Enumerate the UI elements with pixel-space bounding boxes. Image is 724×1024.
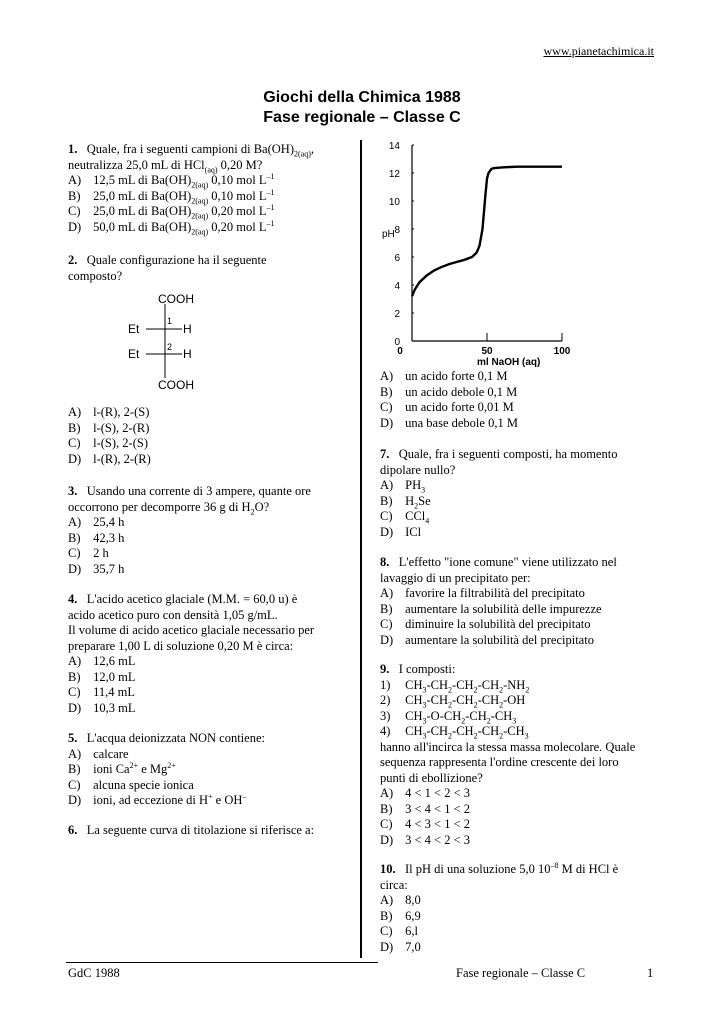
question-number: 6. xyxy=(68,823,78,837)
option-a[interactable]: A) 12,6 mL xyxy=(68,654,136,668)
column-divider xyxy=(360,140,362,958)
compound-2: 2) $CH_3-CH_2-CH_2-CH_2-OH$ xyxy=(380,693,526,710)
option-d[interactable]: D) 3 < 4 < 2 < 3 xyxy=(380,832,471,847)
question-4 xyxy=(68,592,353,716)
page-subtitle: Fase regionale – Classe C xyxy=(263,109,461,126)
question-text: Il volume di acido acetico glaciale necessario per xyxy=(68,623,315,637)
option-a[interactable]: A) l-(R), 2-(S) xyxy=(68,405,150,419)
y-tick-label: 0 xyxy=(394,337,400,348)
option-b[interactable]: B) 12,0 mL xyxy=(68,669,136,684)
question-text: acido acetico puro con densità 1,05 g/mL. xyxy=(68,607,278,622)
question-text: I composti: xyxy=(398,662,456,676)
question-1 xyxy=(68,142,353,235)
question-text: punti di ebollizione? xyxy=(380,770,483,785)
question-2-options xyxy=(68,405,353,467)
compound-3: 3) $CH_3-O-CH_2-CH_2-CH_3$ xyxy=(380,708,517,725)
option-c[interactable]: C) un acido forte 0,01 M xyxy=(380,400,514,414)
x-tick-label: 50 xyxy=(481,346,493,357)
y-tick-label: 4 xyxy=(394,281,400,292)
subscript: 2(aq) xyxy=(293,149,311,159)
question-text: L'effetto "ione comune" viene utilizzato nel xyxy=(398,555,617,569)
option-c[interactable]: C) CCl$_4$ xyxy=(380,509,430,526)
question-text: Quale, fra i seguenti composti, ha momento xyxy=(398,447,618,461)
option-b[interactable]: B) 25,0 mL di $Ba(OH)_{2(aq)}$ 0,10 mol $L^{-1}$ xyxy=(68,187,275,205)
option-c[interactable]: C) l-(S), 2-(S) xyxy=(68,436,148,450)
x-tick-label: 100 xyxy=(553,346,571,357)
question-6 xyxy=(68,823,353,839)
question-text: O? xyxy=(254,499,270,514)
top-group: COOH xyxy=(158,292,194,306)
question-text: M di HCl è xyxy=(558,862,619,876)
question-text: L'acqua deionizzata NON contiene: xyxy=(86,731,265,745)
y-tick-label: 8 xyxy=(394,225,400,236)
option-c[interactable]: C) alcuna specie ionica xyxy=(68,777,194,792)
question-text: preparare 1,00 L di soluzione 0,20 M è circa: xyxy=(68,638,294,653)
option-a[interactable]: A) $PH_3$ xyxy=(380,478,426,495)
option-a[interactable]: A) calcare xyxy=(68,746,129,761)
question-number: 7. xyxy=(380,447,390,461)
option-d[interactable]: D) aumentare la solubilità del precipitato xyxy=(380,632,594,647)
option-b[interactable]: B) aumentare la solubilità delle impurezze xyxy=(380,601,602,616)
page-number: 1 xyxy=(647,966,654,980)
option-d[interactable]: D) 35,7 h xyxy=(68,561,125,576)
left-group-1: Et xyxy=(128,322,140,336)
right-group-1: H xyxy=(183,322,192,336)
option-c[interactable]: C) 4 < 3 < 1 < 2 xyxy=(380,817,471,831)
subscript: (aq) xyxy=(204,165,218,174)
footer-left: GdC 1988 xyxy=(68,966,120,980)
question-text: , xyxy=(310,142,314,156)
carbon-2-label: 2 xyxy=(167,342,173,352)
option-a[interactable]: A) favorire la filtrabilità del precipitato xyxy=(380,586,585,600)
option-c[interactable]: C) 11,4 mL xyxy=(68,685,136,699)
option-d[interactable]: D) 10,3 mL xyxy=(68,700,136,715)
source-link[interactable]: www.pianetachimica.it xyxy=(543,44,654,58)
question-text: Quale, fra i seguenti campioni di Ba(OH) xyxy=(86,142,294,156)
question-6-options xyxy=(380,369,670,431)
right-group-2: H xyxy=(183,347,192,361)
option-c[interactable]: C) 25,0 mL di $Ba(OH)_{2(aq)}$ 0,20 mol $L^{-1}$ xyxy=(68,202,275,221)
question-text: dipolare nullo? xyxy=(380,462,456,477)
question-text: sequenza rappresenta l'ordine crescente dei loro xyxy=(380,755,619,769)
left-column xyxy=(68,142,353,235)
left-group-2: Et xyxy=(128,347,140,361)
option-c[interactable]: C) 6,l xyxy=(380,924,418,938)
option-b[interactable]: B) 42,3 h xyxy=(68,530,125,545)
question-number: 4. xyxy=(68,592,78,606)
option-b[interactable]: B) 6,9 xyxy=(380,908,421,923)
question-5 xyxy=(68,731,353,809)
y-tick-label: 6 xyxy=(394,253,400,264)
carbon-1-label: 1 xyxy=(167,316,173,326)
x-tick-label: 0 xyxy=(397,346,403,357)
page-title: Giochi della Chimica 1988 xyxy=(263,89,461,106)
question-text: lavaggio di un precipitato per: xyxy=(380,570,531,585)
x-axis-label: ml NaOH (aq) xyxy=(477,357,541,368)
bottom-group: COOH xyxy=(158,378,194,392)
question-text: circa: xyxy=(380,877,408,892)
y-tick-label: 10 xyxy=(388,197,400,208)
option-d[interactable]: D) 7,0 xyxy=(380,939,421,954)
subscript: 2 xyxy=(250,507,255,516)
option-d[interactable]: D) l-(R), 2-(R) xyxy=(68,451,151,466)
question-10 xyxy=(380,862,680,955)
option-d[interactable]: D) ioni, ad eccezione di H+ e OH– xyxy=(68,791,247,807)
option-b[interactable]: B) $H_2Se$ xyxy=(380,493,431,510)
question-number: 10. xyxy=(380,862,396,876)
option-b[interactable]: B) ioni $Ca^{2+}$ e $Mg^{2+}$ xyxy=(68,760,176,776)
titration-curve xyxy=(412,167,562,297)
question-text: Il pH di una soluzione 5,0 10 xyxy=(405,862,551,876)
question-text: L'acido acetico glaciale (M.M. = 60,0 u) è xyxy=(86,592,298,606)
question-text: hanno all'incirca la stessa massa molecolare. Quale xyxy=(380,739,636,754)
y-tick-label: 14 xyxy=(388,141,400,152)
option-a[interactable]: A) 25,4 h xyxy=(68,515,125,529)
question-text: composto? xyxy=(68,268,123,283)
question-9 xyxy=(380,662,680,848)
titration-chart xyxy=(368,138,588,370)
question-7 xyxy=(380,447,670,540)
compound-4: 4) $CH_3-CH_2-CH_2-CH_2-CH_3$ xyxy=(380,724,529,741)
y-tick-label: 2 xyxy=(394,309,400,320)
question-8 xyxy=(380,555,680,648)
option-a[interactable]: A) un acido forte 0,1 M xyxy=(380,369,508,383)
question-text: 0,20 M? xyxy=(217,157,263,172)
option-d[interactable]: D) 50,0 mL di $Ba(OH)_{2(aq)}$ 0,20 mol $L^{-1}$ xyxy=(68,218,275,236)
option-b[interactable]: B) l-(S), 2-(R) xyxy=(68,420,150,435)
question-number: 2. xyxy=(68,253,78,267)
option-c[interactable]: C) 2 h xyxy=(68,546,109,560)
option-a[interactable]: A) 8,0 xyxy=(380,893,421,907)
option-d[interactable]: D) una base debole 0,1 M xyxy=(380,415,518,430)
question-text: La seguente curva di titolazione si riferisce a: xyxy=(86,823,315,837)
y-axis-label: pH xyxy=(382,229,395,240)
option-d[interactable]: D) ICl xyxy=(380,524,422,539)
question-number: 8. xyxy=(380,555,390,569)
option-c[interactable]: C) diminuire la solubilità del precipitato xyxy=(380,617,591,631)
question-text: Usando una corrente di 3 ampere, quante ore xyxy=(86,484,311,498)
question-text: occorrono per decomporre 36 g di H xyxy=(68,499,251,514)
question-text: neutralizza 25,0 mL di HCl xyxy=(68,157,205,172)
question-number: 5. xyxy=(68,731,78,745)
footer-rule xyxy=(66,962,378,963)
question-2 xyxy=(68,253,353,284)
y-tick-label: 12 xyxy=(388,169,400,180)
footer-right: Fase regionale – Classe C xyxy=(456,966,586,980)
fischer-projection xyxy=(120,290,210,392)
question-number: 3. xyxy=(68,484,78,498)
question-number: 1. xyxy=(68,142,78,156)
option-a[interactable]: A) 12,5 mL di $Ba(OH)_{2(aq)}$ 0,10 mol $L^{-1}$ xyxy=(68,171,275,190)
superscript: –8 xyxy=(550,860,559,870)
question-3 xyxy=(68,484,353,577)
question-number: 9. xyxy=(380,662,390,676)
chart-ticks xyxy=(389,141,571,357)
option-a[interactable]: A) 4 < 1 < 2 < 3 xyxy=(380,786,471,800)
option-b[interactable]: B) un acido debole 0,1 M xyxy=(380,384,518,399)
compound-1: 1) $CH_3-CH_2-CH_2-CH_2-NH_2$ xyxy=(380,677,530,694)
option-b[interactable]: B) 3 < 4 < 1 < 2 xyxy=(380,801,471,816)
question-text: Quale configurazione ha il seguente xyxy=(86,253,267,267)
